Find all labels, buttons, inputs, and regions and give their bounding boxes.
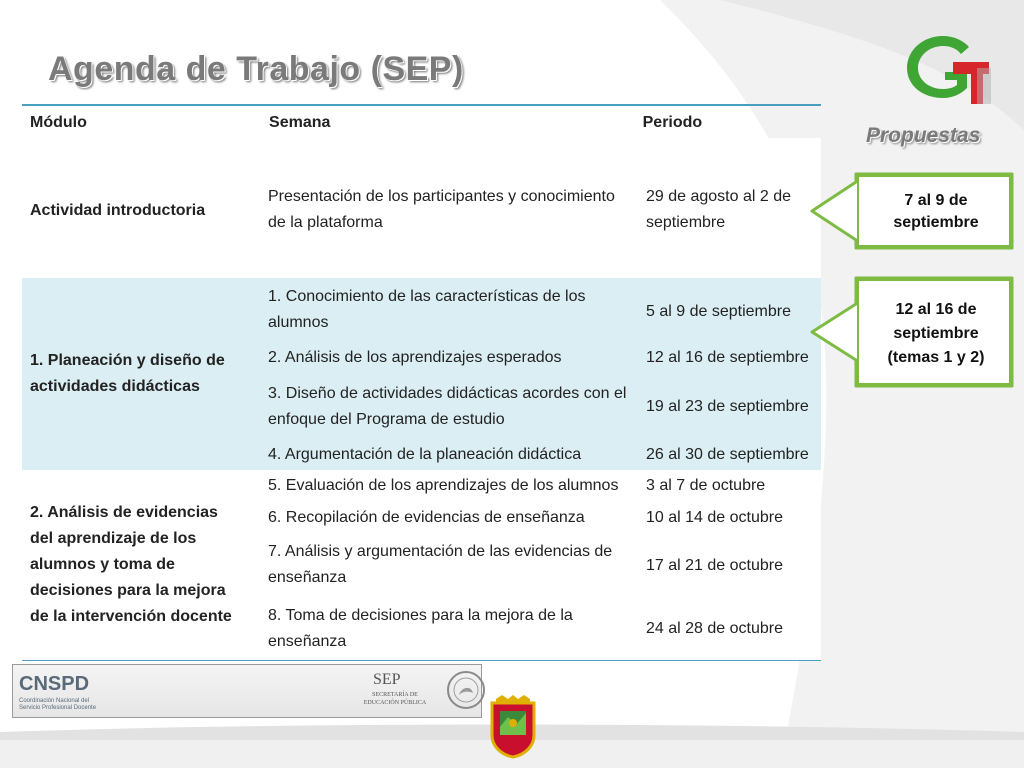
cnspd-subtitle: Coordinación Nacional del Servicio Profesional Docente xyxy=(19,698,97,711)
semana-anal-8: 8. Toma de decisiones para la mejora de la enseñanza xyxy=(268,607,573,650)
sep-subtitle: SECRETARÍA DE EDUCACIÓN PÚBLICA xyxy=(363,692,427,706)
semana-intro: Presentación de los participantes y conocimiento de la plataforma xyxy=(268,188,615,231)
semana-plan-3: 3. Diseño de actividades didácticas acordes con el enfoque del Programa de estudio xyxy=(268,385,627,428)
propuesta-box-2 xyxy=(860,298,1012,370)
header-periodo: Periodo xyxy=(635,106,821,139)
propuesta-box-1: 7 al 9 de septiembre xyxy=(893,192,979,231)
periodo-intro: 29 de agosto al 2 de septiembre xyxy=(646,188,792,231)
periodo-plan-1: 5 al 9 de septiembre xyxy=(646,303,791,320)
mexico-seal-icon xyxy=(445,669,487,711)
sep-logo: SEP xyxy=(373,671,401,688)
semana-plan-4: 4. Argumentación de la planeación didáctica xyxy=(268,446,582,463)
header-semana: Semana xyxy=(261,106,635,139)
periodo-plan-4: 26 al 30 de septiembre xyxy=(646,446,809,463)
periodo-plan-2: 12 al 16 de septiembre xyxy=(646,349,809,366)
modulo-analisis: 2. Análisis de evidencias del aprendizaje de los alumnos y toma de decisiones para la mejora de la intervención docente xyxy=(30,504,232,625)
semana-anal-5: 5. Evaluación de los aprendizajes de los alumnos xyxy=(268,477,619,494)
semana-anal-7: 7. Análisis y argumentación de las evidencias de enseñanza xyxy=(268,543,613,586)
semana-plan-1: 1. Conocimiento de las características de los alumnos xyxy=(268,288,586,331)
g-logo-icon xyxy=(895,28,995,106)
propuesta-box-2-temas: (temas 1 y 2) xyxy=(887,349,985,366)
header-modulo: Módulo xyxy=(22,106,261,139)
modulo-planeacion: 1. Planeación y diseño de actividades didácticas xyxy=(30,352,225,395)
periodo-anal-5: 3 al 7 de octubre xyxy=(646,477,766,494)
periodo-anal-7: 17 al 21 de octubre xyxy=(646,557,783,574)
footer-logos xyxy=(12,664,482,718)
page-title: Agenda de Trabajo (SEP) xyxy=(48,50,464,88)
periodo-anal-6: 10 al 14 de octubre xyxy=(646,509,783,526)
section-analisis xyxy=(22,470,821,661)
agenda-table xyxy=(22,106,821,139)
periodo-plan-3: 19 al 23 de septiembre xyxy=(646,398,809,415)
title-rule xyxy=(22,104,821,106)
section-intro xyxy=(22,138,821,278)
section-planeacion xyxy=(22,278,821,470)
semana-anal-6: 6. Recopilación de evidencias de enseñanza xyxy=(268,509,585,526)
propuesta-box-2-dates: 12 al 16 de septiembre xyxy=(893,301,979,342)
cnspd-logo: CNSPD xyxy=(19,673,90,695)
propuestas-title: Propuestas xyxy=(866,124,981,147)
edomex-crest-icon xyxy=(486,695,540,759)
table-header-row xyxy=(22,106,821,139)
semana-plan-2: 2. Análisis de los aprendizajes esperados xyxy=(268,349,562,366)
modulo-intro: Actividad introductoria xyxy=(30,202,206,219)
periodo-anal-8: 24 al 28 de octubre xyxy=(646,620,783,637)
